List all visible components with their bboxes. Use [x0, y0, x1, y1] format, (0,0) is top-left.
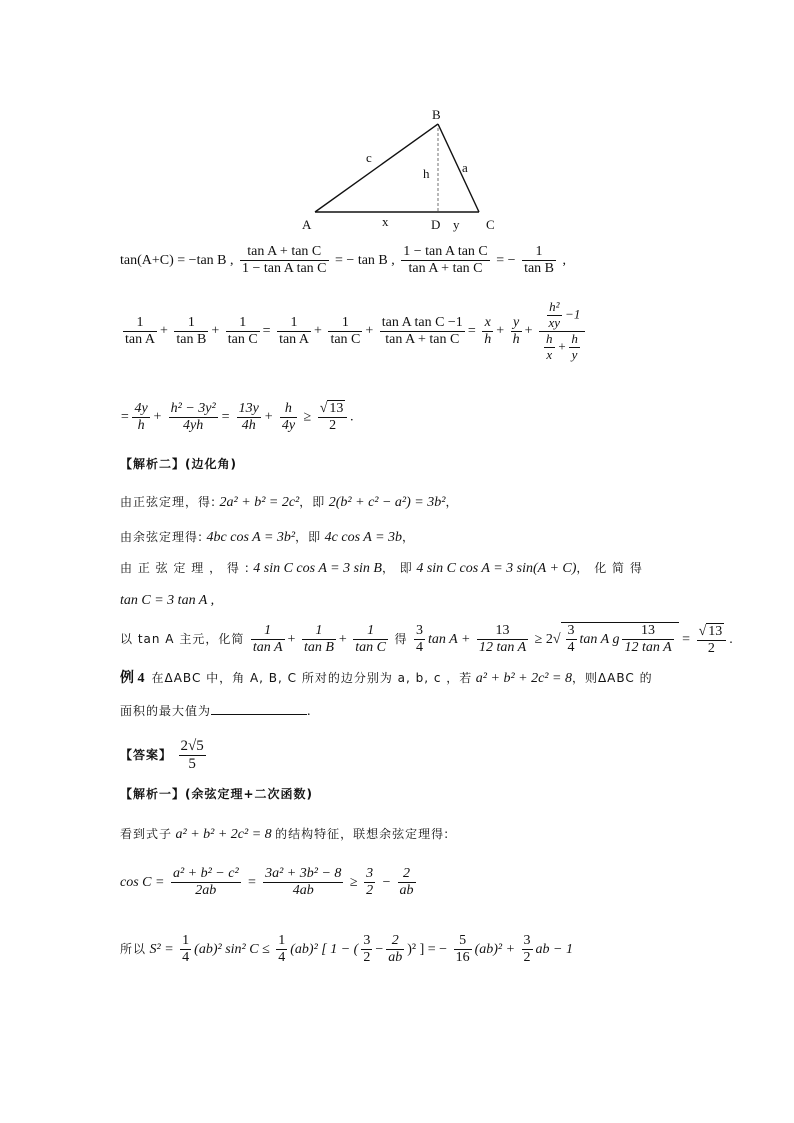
solution-1-line-2: cos C = $\frac{\text{a² + b² − c²}}{2ab}$ = $\frac{\text{3a² + 3b² − 8}}{4ab}$ ≥ $\frac{3}{2}$ − $\frac{2}{ab}$ — [120, 866, 414, 899]
side-a — [438, 124, 479, 212]
label-h: h — [423, 166, 430, 181]
label-D: D — [431, 217, 441, 232]
answer-line: 【答案】 $\frac{2√5}{5}$ — [120, 738, 204, 773]
label-a: a — [462, 160, 468, 175]
equation-1: tan(A+C) = −tan B , $\frac{\text{tan A + tan C}}{\text{1 − tan A tan C}}$ = − tan B , $\frac{\text{1 − tan A tan C}}{\text{tan A + tan C}}$ = − $\frac{1}{\text{tan B}}$ , — [120, 244, 567, 277]
example-4-line-1: 例 4 在ΔABC 中，角 A, B, C 所对的边分别为 a, b, c ，若 a² + b² + 2c² = 8，则ΔABC 的 — [120, 671, 653, 686]
example-4-line-2: 面积的最大值为 . — [120, 704, 311, 719]
solution-2-line-2: 由余弦定理得: 4bc cos A = 3b²，即 4c cos A = 3b， — [120, 530, 416, 545]
equation-3: = $\frac{4y}{h}$ + $\frac{\text{h² − 3y²}}{4yh}$ = $\frac{13y}{4h}$ + $\frac{h}{4y}$ ≥ $\frac{√ 13}{2}$ . — [120, 400, 354, 434]
solution-2-line-1: 由正弦定理，得: 2a² + b² = 2c²，即 2(b² + c² − a²) = 3b²， — [120, 495, 459, 510]
label-C: C — [486, 217, 495, 232]
solution-1-line-1: 看到式子 a² + b² + 2c² = 8 的结构特征，联想余弦定理得: — [120, 827, 450, 842]
solution-2-title: 【解析二】(边化角) — [120, 457, 237, 471]
equation-2: $\frac{1}{\text{tan A}}$ + $\frac{1}{\text{tan B}}$ + $\frac{1}{\text{tan C}}$ = $\frac{1}{\text{tan A}}$ + $\frac{1}{\text{tan C}}$ + $\frac{\text{tan A tan C −1}}{\text{tan A + tan C}}$ = $\frac{x}{h}$ + $\frac{y}{h}$ + $\frac{\text{h²}}{xy}$ −1 $\frac{h}{x}$ + $\frac{h}{y}$ — [120, 300, 588, 363]
solution-2-line-3: 由 正 弦 定 理 ， 得 : 4 sin C cos A = 3 sin B， 即 4 sin C cos A = 3 sin(A + C)， 化 简 得 — [120, 561, 643, 576]
label-y: y — [453, 217, 460, 232]
label-A: A — [302, 217, 312, 232]
solution-2-line-4: tan C = 3 tan A , — [120, 593, 215, 608]
solution-1-line-3: 所以 S² = $\frac{1}{4}$ (ab)² sin² C ≤ $\frac{1}{4}$ (ab)² [ 1 − ( $\frac{3}{2}$ − $\frac{2}{ab}$ )² ] = − $\frac{5}{16}$ (ab)² + $\frac{3}{2}$ ab − 1 — [120, 933, 573, 966]
label-x: x — [382, 214, 389, 229]
side-c — [315, 124, 438, 212]
solution-2-line-5: 以 tan A 主元，化简 $\frac{1}{\text{tan A}}$ + $\frac{1}{\text{tan B}}$ + $\frac{1}{\text{tan C}}$ 得 $\frac{3}{4}$ tan A + $\frac{13}{\text{12 tan A}}$ ≥ 2√ $\frac{3}{4}$ tan A g $\frac{13}{\text{12 tan A}}$ = $\frac{√ 13}{2}$ . — [120, 623, 733, 656]
triangle-figure — [0, 0, 794, 240]
answer-blank — [211, 714, 307, 715]
label-c: c — [366, 150, 372, 165]
solution-1-title: 【解析一】(余弦定理+二次函数) — [120, 787, 314, 801]
label-B: B — [432, 107, 441, 122]
